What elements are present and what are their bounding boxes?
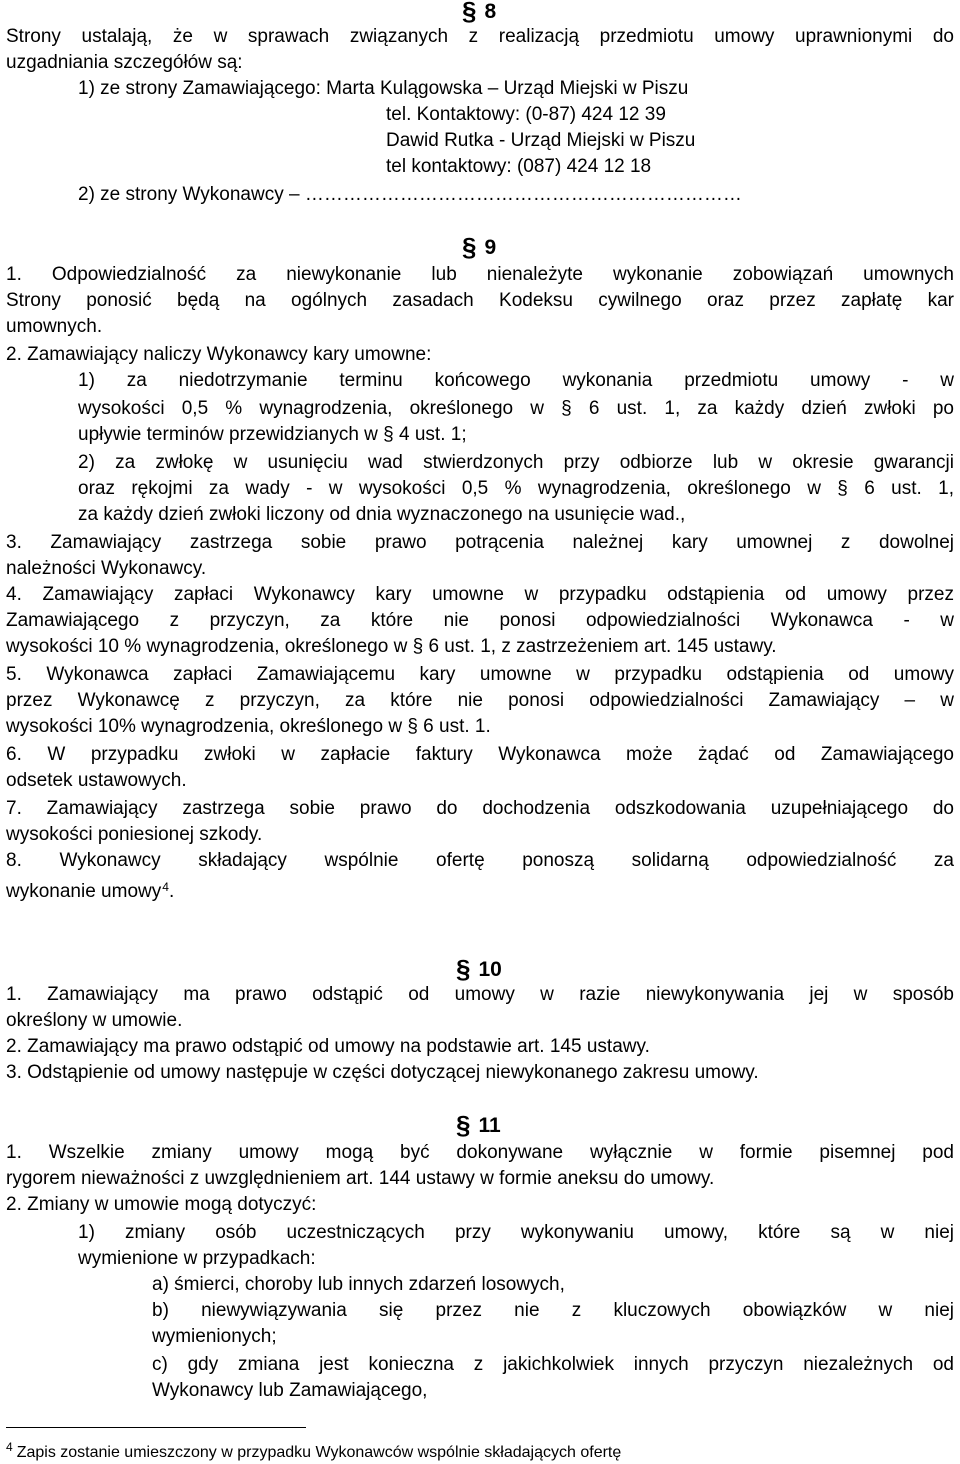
paragraph-line: Zamawiającego z przyczyn, za które nie ponosi odpowiedzialności Wykonawca - w (6, 610, 954, 631)
paragraph-line: 5. Wykonawca zapłaci Zamawiającemu kary umowne w przypadku odstąpienia od umowy (6, 664, 954, 685)
list-item-continuation: wysokości 0,5 % wynagrodzenia, określonego w § 6 ust. 1, za każdy dzień zwłoki po (78, 398, 954, 419)
sub-list-item: a) śmierci, choroby lub innych zdarzeń losowych, (152, 1274, 565, 1295)
paragraph-line: 7. Zamawiający zastrzega sobie prawo do dochodzenia odszkodowania uzupełniającego do (6, 798, 954, 819)
paragraph-line: 8. Wykonawcy składający wspólnie ofertę ponoszą solidarną odpowiedzialność za (6, 850, 954, 871)
paragraph-line: wysokości poniesionej szkody. (6, 824, 263, 845)
paragraph-line: określony w umowie. (6, 1010, 183, 1031)
paragraph-line: 3. Odstąpienie od umowy następuje w części dotyczącej niewykonanego zakresu umowy. (6, 1062, 759, 1083)
paragraph-line: uzgadniania szczegółów są: (6, 52, 243, 73)
section-heading-10: § 10 (456, 954, 502, 984)
list-item-continuation: tel kontaktowy: (087) 424 12 18 (386, 156, 652, 177)
paragraph-line: wysokości 10% wynagrodzenia, określonego w § 6 ust. 1. (6, 716, 491, 737)
paragraph-line: przez Wykonawcę z przyczyn, za które nie ponosi odpowiedzialności Zamawiający – w (6, 690, 954, 711)
sub-list-item: b) niewywiązywania się przez nie z kluczowych obowiązków w niej (152, 1300, 954, 1321)
paragraph-line: 1. Odpowiedzialność za niewykonanie lub nienależyte wykonanie zobowiązań umownych (6, 264, 954, 285)
list-item: 1) za niedotrzymanie terminu końcowego wykonania przedmiotu umowy - w (78, 370, 954, 391)
sub-list-item: c) gdy zmiana jest konieczna z jakichkolwiek innych przyczyn niezależnych od (152, 1354, 954, 1375)
list-item: 2) za zwłokę w usunięciu wad stwierdzonych przy odbiorze lub w okresie gwarancji (78, 452, 954, 473)
footnote-number: 4 (6, 1440, 13, 1454)
paragraph-line: należności Wykonawcy. (6, 558, 207, 579)
list-item-continuation: tel. Kontaktowy: (0-87) 424 12 39 (386, 104, 666, 125)
paragraph-line: 3. Zamawiający zastrzega sobie prawo potrącenia należnej kary umownej z dowolnej (6, 532, 954, 553)
paragraph-line: rygorem nieważności z uwzględnieniem art. 144 ustawy w formie aneksu do umowy. (6, 1168, 715, 1189)
footnote-separator (6, 1427, 306, 1428)
section-heading-8: § 8 (462, 0, 497, 26)
list-item: 1) zmiany osób uczestniczących przy wykonywaniu umowy, które są w niej (78, 1222, 954, 1243)
paragraph-line: wysokości 10 % wynagrodzenia, określonego w § 6 ust. 1, z zastrzeżeniem art. 145 ustawy. (6, 636, 777, 657)
paragraph-line: umownych. (6, 316, 103, 337)
list-item-continuation: oraz rękojmi za wady - w wysokości 0,5 % wynagrodzenia, określonego w § 6 ust. 1, (78, 478, 954, 499)
paragraph-line: Strony ponosić będą na ogólnych zasadach Kodeksu cywilnego oraz przez zapłatę kar (6, 290, 954, 311)
list-item: 1) ze strony Zamawiającego: Marta Kulągowska – Urząd Miejski w Piszu (78, 78, 689, 99)
list-item-continuation: Dawid Rutka - Urząd Miejski w Piszu (386, 130, 696, 151)
footnote-reference: 4 (162, 880, 169, 894)
paragraph-line: odsetek ustawowych. (6, 770, 187, 791)
paragraph-line: 1. Wszelkie zmiany umowy mogą być dokonywane wyłącznie w formie pisemnej pod (6, 1142, 954, 1163)
sub-list-item-continuation: Wykonawcy lub Zamawiającego, (152, 1380, 428, 1401)
paragraph-line: 2. Zmiany w umowie mogą dotyczyć: (6, 1194, 317, 1215)
paragraph-line: 2. Zamawiający ma prawo odstąpić od umowy na podstawie art. 145 ustawy. (6, 1036, 650, 1057)
footnote-text: Zapis zostanie umieszczony w przypadku Wykonawców wspólnie składających ofertę (16, 1444, 622, 1461)
list-item: 2) ze strony Wykonawcy – …………………………………………………………… (78, 184, 742, 205)
sub-list-item-continuation: wymienionych; (152, 1326, 277, 1347)
paragraph-line: 6. W przypadku zwłoki w zapłacie faktury Wykonawca może żądać od Zamawiającego (6, 744, 954, 765)
list-item-continuation: upływie terminów przewidzianych w § 4 ust. 1; (78, 424, 467, 445)
paragraph-line: 2. Zamawiający naliczy Wykonawcy kary umowne: (6, 344, 432, 365)
paragraph-line: Strony ustalają, że w sprawach związanych z realizacją przedmiotu umowy uprawnionymi do (6, 26, 954, 47)
list-item-continuation: za każdy dzień zwłoki liczony od dnia wyznaczonego na usunięcie wad., (78, 504, 686, 525)
paragraph-line: 4. Zamawiający zapłaci Wykonawcy kary umowne w przypadku odstąpienia od umowy przez (6, 584, 954, 605)
list-item-continuation: wymienione w przypadkach: (78, 1248, 316, 1269)
paragraph-line: 1. Zamawiający ma prawo odstąpić od umowy w razie niewykonywania jej w sposób (6, 984, 954, 1005)
paragraph-line: wykonanie umowy$^4$. (6, 880, 175, 902)
section-heading-9: § 9 (462, 232, 497, 262)
footnote (6, 1440, 621, 1462)
section-heading-11: § 11 (456, 1110, 501, 1140)
